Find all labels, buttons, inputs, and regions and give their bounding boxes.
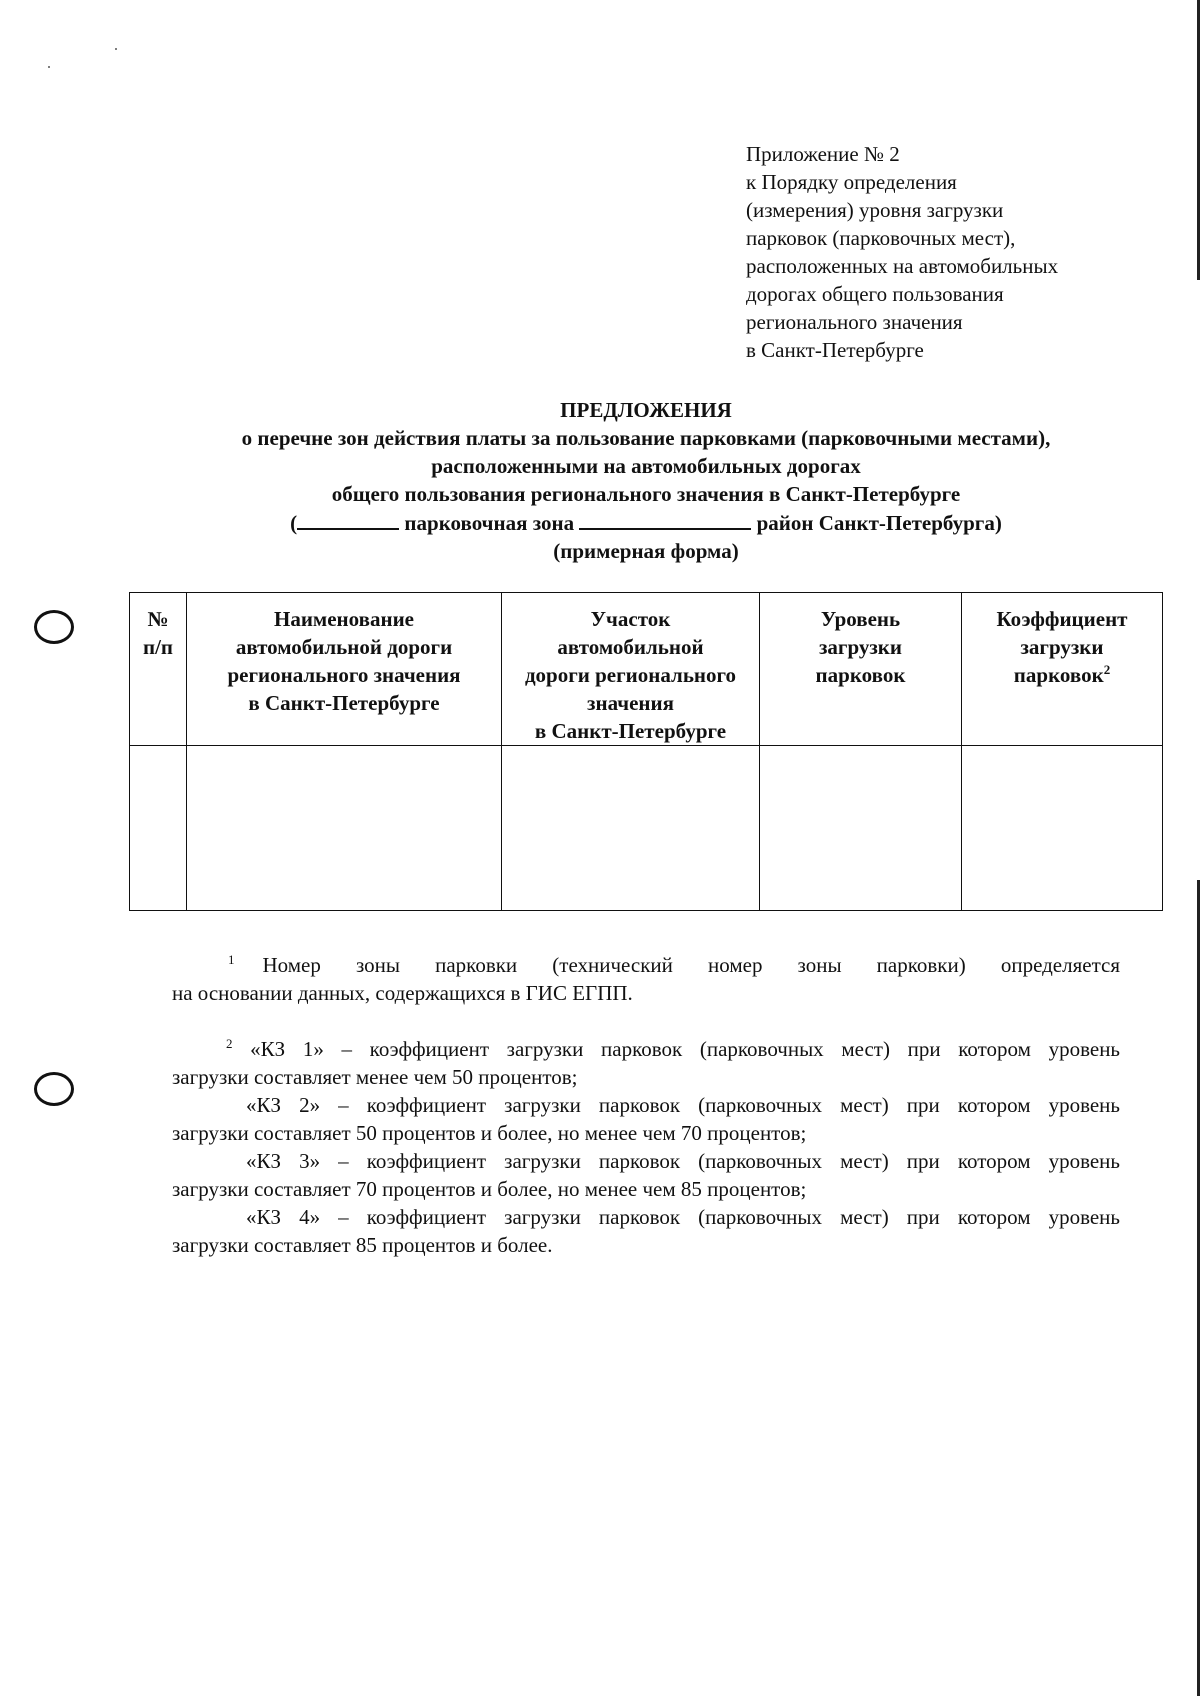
appendix-line: регионального значения <box>746 310 963 334</box>
column-header-load-level: Уровень загрузки парковок <box>760 593 962 746</box>
punch-hole-bottom <box>34 1072 74 1106</box>
footnote-1-line1: $^1$ Номер зоны парковки (технический номер зоны парковки) определяется <box>228 952 1120 977</box>
district-blank <box>579 508 751 530</box>
proposals-table <box>129 592 1163 911</box>
appendix-line: Приложение № 2 <box>746 142 900 166</box>
footnote-2-item-1: $^2$ «КЗ 1» – коэффициент загрузки парковок (парковочных мест) при котором уровень <box>226 1036 1121 1061</box>
appendix-line: дорогах общего пользования <box>746 282 1004 306</box>
appendix-line: расположенных на автомобильных <box>746 254 1059 278</box>
appendix-line: в Санкт-Петербурге <box>746 338 924 362</box>
zone-line <box>130 508 1162 537</box>
document-heading <box>130 396 1162 565</box>
table-header-row <box>130 593 1163 746</box>
appendix-line: парковок (парковочных мест), <box>746 226 1016 250</box>
footnote-marker-2: 2 <box>226 1036 233 1051</box>
table-cell[interactable] <box>130 746 187 911</box>
footnote-ref-2: 2 <box>1103 662 1111 677</box>
zone-number-blank <box>297 508 399 530</box>
table-cell[interactable] <box>502 746 760 911</box>
footnote-2-item-2-cont: загрузки составляет 50 процентов и более, но менее чем 70 процентов; <box>172 1121 807 1145</box>
footnote-2-item-2: «КЗ 2» – коэффициент загрузки парковок (парковочных мест) при котором уровень <box>246 1093 1120 1117</box>
table-cell[interactable] <box>962 746 1163 911</box>
footnotes <box>172 951 1120 1259</box>
column-header-number: № п/п <box>130 593 187 746</box>
table-row <box>130 746 1163 911</box>
footnote-2-item-4-cont: загрузки составляет 85 процентов и более. <box>172 1233 553 1257</box>
heading-line: о перечне зон действия платы за пользование парковками (парковочными местами), <box>241 426 1051 450</box>
document-title: ПРЕДЛОЖЕНИЯ <box>560 398 732 422</box>
appendix-line: к Порядку определения <box>746 170 957 194</box>
footnote-marker-1: 1 <box>228 952 235 967</box>
footnote-2-item-4: «КЗ 4» – коэффициент загрузки парковок (парковочных мест) при котором уровень <box>246 1205 1120 1229</box>
zone-open-paren: ( <box>290 511 298 535</box>
column-header-load-coefficient: Коэффициент загрузки парковок$^2$ <box>962 593 1163 746</box>
zone-label: парковочная зона <box>399 511 580 535</box>
heading-line: расположенными на автомобильных дорогах <box>431 454 861 478</box>
appendix-line: (измерения) уровня загрузки <box>746 198 1004 222</box>
footnote-2-item-1-cont: загрузки составляет менее чем 50 процентов; <box>172 1065 578 1089</box>
footnote-2-item-3-cont: загрузки составляет 70 процентов и более, но менее чем 85 процентов; <box>172 1177 807 1201</box>
footnote-2-item-3: «КЗ 3» – коэффициент загрузки парковок (парковочных мест) при котором уровень <box>246 1149 1120 1173</box>
scan-speck <box>115 48 117 50</box>
heading-line: общего пользования регионального значения в Санкт-Петербурге <box>331 482 961 506</box>
footnote-1-line2: на основании данных, содержащихся в ГИС ЕГПП. <box>172 981 633 1005</box>
punch-hole-top <box>34 610 74 644</box>
district-label: район Санкт-Петербурга) <box>751 511 1002 535</box>
scan-speck <box>48 66 50 68</box>
table-cell[interactable] <box>187 746 502 911</box>
table-cell[interactable] <box>760 746 962 911</box>
appendix-block <box>746 140 1146 364</box>
form-note: (примерная форма) <box>553 539 739 563</box>
column-header-road-section: Участок автомобильной дороги регионального значения в Санкт-Петербурге <box>502 593 760 746</box>
column-header-road-name: Наименование автомобильной дороги регионального значения в Санкт-Петербурге <box>187 593 502 746</box>
